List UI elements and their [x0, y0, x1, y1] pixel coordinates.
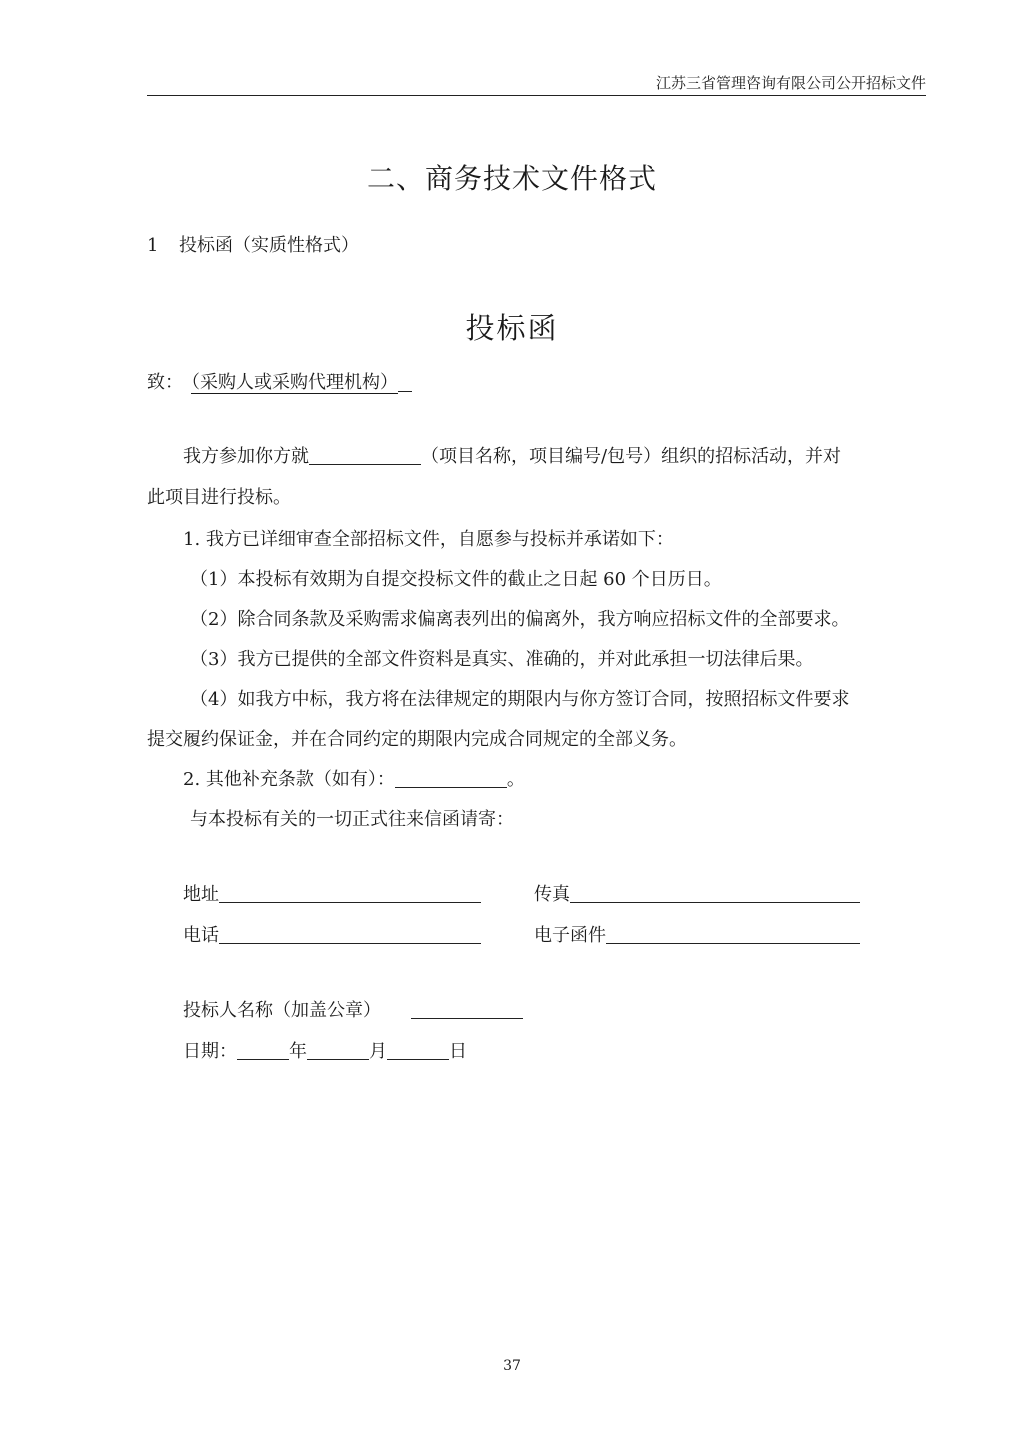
phone-field: [183, 921, 481, 947]
page-header: 江苏三省管理咨询有限公司公开招标文件: [655, 74, 926, 92]
bidder-name-field: [183, 996, 523, 1022]
date-label: 日期：: [183, 1041, 237, 1062]
section-title: 二、商务技术文件格式: [366, 162, 657, 195]
phone-blank[interactable]: [219, 928, 481, 944]
email-label: 电子函件: [534, 925, 606, 946]
email-field: [534, 921, 860, 947]
day-blank[interactable]: [387, 1044, 449, 1060]
intro-prefix: 我方参加你方就: [183, 446, 309, 467]
fax-blank[interactable]: [570, 887, 860, 903]
page-number: 37: [503, 1358, 521, 1374]
supplementary-terms-blank[interactable]: [395, 772, 507, 788]
subheading-text: 投标函（实质性格式）: [179, 235, 359, 256]
year-blank[interactable]: [237, 1044, 289, 1060]
date-field: [183, 1037, 467, 1063]
commitment-item-1-1: （1）本投标有效期为自提交投标文件的截止之日起 60 个日历日。: [190, 569, 722, 590]
recipient-prefix: 致：: [147, 372, 183, 393]
phone-label: 电话: [183, 925, 219, 946]
recipient-line: [147, 368, 412, 394]
supplementary-terms-label: 2. 其他补充条款（如有）：: [183, 769, 395, 790]
correspondence-note: 与本投标有关的一切正式往来信函请寄：: [190, 809, 514, 830]
commitment-item-1-4: （4）如我方中标，我方将在法律规定的期限内与你方签订合同，按照招标文件要求: [190, 689, 850, 710]
project-name-blank[interactable]: [309, 449, 421, 465]
intro-suffix: （项目名称，项目编号/包号）组织的招标活动，并对: [421, 446, 842, 467]
subheading-number: 1: [147, 235, 159, 256]
email-blank[interactable]: [606, 928, 860, 944]
header-divider: [147, 95, 926, 96]
supplementary-terms-end: 。: [506, 769, 525, 790]
supplementary-terms-line: [183, 765, 525, 791]
subheading: [147, 231, 359, 257]
bidder-name-label: 投标人名称（加盖公章）: [183, 1000, 381, 1021]
address-label: 地址: [183, 884, 219, 905]
fax-field: [534, 880, 860, 906]
commitment-item-1-3: （3）我方已提供的全部文件资料是真实、准确的，并对此承担一切法律后果。: [190, 649, 814, 670]
recipient-underline: [398, 391, 412, 392]
month-label: 月: [369, 1041, 387, 1062]
commitment-item-1-4-continued: 提交履约保证金，并在合同约定的期限内完成合同规定的全部义务。: [147, 729, 687, 750]
letter-title: 投标函: [465, 311, 559, 345]
intro-continuation: 此项目进行投标。: [147, 487, 291, 508]
month-blank[interactable]: [307, 1044, 369, 1060]
address-field: [183, 880, 481, 906]
commitment-item-1: 1. 我方已详细审查全部招标文件，自愿参与投标并承诺如下：: [183, 529, 674, 550]
year-label: 年: [289, 1041, 307, 1062]
intro-line: [183, 442, 841, 468]
fax-label: 传真: [534, 884, 570, 905]
address-blank[interactable]: [219, 887, 481, 903]
day-label: 日: [449, 1041, 467, 1062]
recipient-name: （采购人或采购代理机构）: [191, 372, 398, 393]
bidder-name-blank[interactable]: [411, 1003, 523, 1019]
commitment-item-1-2: （2）除合同条款及采购需求偏离表列出的偏离外，我方响应招标文件的全部要求。: [190, 609, 850, 630]
